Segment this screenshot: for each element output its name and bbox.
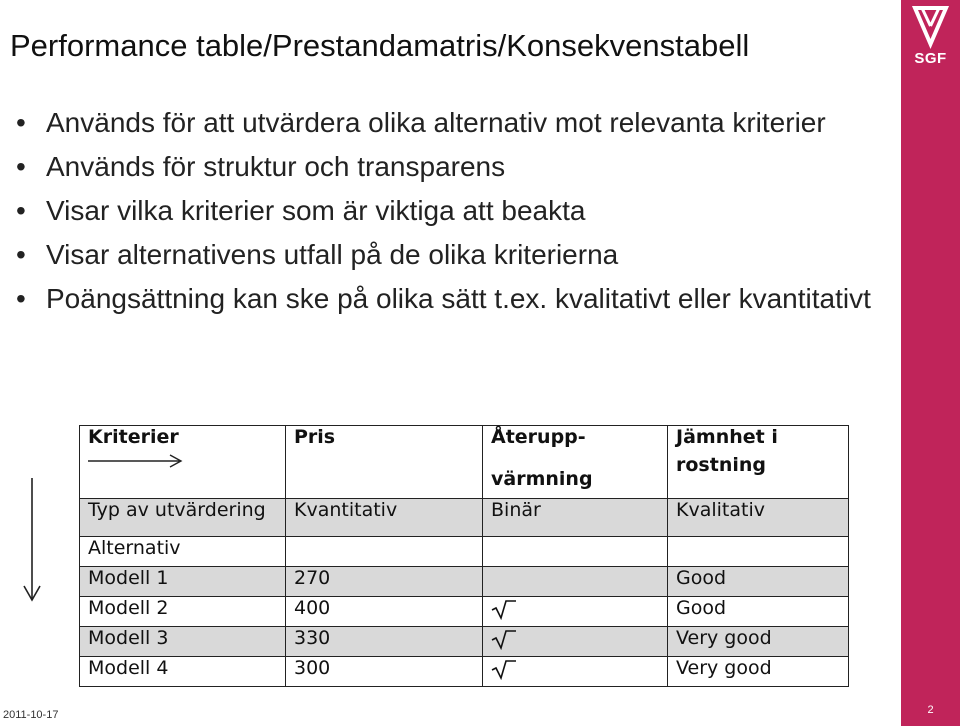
alternatives-label-row: [80, 537, 849, 567]
performance-table: [79, 425, 849, 687]
evaluation-type-row: [80, 499, 849, 537]
model-quality: Very good: [668, 657, 849, 687]
header-evenness-line2: rostning: [676, 454, 766, 476]
bullet-item: • Visar vilka kriterier som är viktiga att beakta: [14, 192, 874, 230]
brand-sidebar: [901, 0, 960, 726]
model-quality: Good: [668, 597, 849, 627]
arrow-down-icon: [22, 478, 42, 603]
bullet-dot: •: [16, 107, 26, 138]
model-name: Modell 3: [80, 627, 286, 657]
model-name: Modell 2: [80, 597, 286, 627]
model-price: 300: [286, 657, 483, 687]
table-row: [80, 657, 849, 687]
header-price: Pris: [294, 426, 336, 448]
header-cell: [483, 426, 668, 499]
model-reheat: [483, 597, 668, 627]
model-quality: Good: [668, 567, 849, 597]
model-price: 400: [286, 597, 483, 627]
model-name: Modell 4: [80, 657, 286, 687]
table-row: [80, 597, 849, 627]
header-cell: [668, 426, 849, 499]
table-cell: Alternativ: [80, 537, 286, 567]
table-cell: [483, 537, 668, 567]
header-reheat-line2: värmning: [491, 468, 593, 490]
check-icon: [491, 658, 517, 680]
bullet-item: • Används för struktur och transparens: [14, 148, 874, 186]
bullet-dot: •: [16, 151, 26, 182]
model-reheat: [483, 627, 668, 657]
model-reheat: [483, 567, 668, 597]
table-cell: [286, 537, 483, 567]
bullet-dot: •: [16, 283, 26, 314]
table-cell: [668, 537, 849, 567]
logo-text: SGF: [914, 50, 947, 67]
model-reheat: [483, 657, 668, 687]
header-cell: [286, 426, 483, 499]
footer-date: 2011-10-17: [3, 709, 59, 721]
model-name: Modell 1: [80, 567, 286, 597]
bullet-dot: •: [16, 195, 26, 226]
slide-title: Performance table/Prestandamatris/Konsekvenstabell: [10, 28, 750, 63]
bullet-list: [14, 104, 874, 324]
table-row: [80, 567, 849, 597]
table-cell: Kvantitativ: [286, 499, 483, 537]
check-icon: [491, 628, 517, 650]
bullet-dot: •: [16, 239, 26, 270]
bullet-item: • Visar alternativens utfall på de olika kriterierna: [14, 236, 874, 274]
sgf-logo-icon: [901, 0, 960, 80]
header-cell: [80, 426, 286, 499]
header-evenness-line1: Jämnhet i: [676, 426, 778, 448]
table-header-row: [80, 426, 849, 499]
table-row: [80, 627, 849, 657]
header-reheat-line1: Återupp-: [491, 426, 586, 448]
header-criteria: Kriterier: [88, 426, 179, 448]
arrow-right-icon: [88, 454, 184, 468]
check-icon: [491, 598, 517, 620]
model-price: 270: [286, 567, 483, 597]
page-number: 2: [927, 704, 934, 716]
table-cell: Kvalitativ: [668, 499, 849, 537]
table-cell: Binär: [483, 499, 668, 537]
bullet-item: • Poängsättning kan ske på olika sätt t.ex. kvalitativt eller kvantitativt: [14, 280, 874, 318]
model-quality: Very good: [668, 627, 849, 657]
bullet-item: • Används för att utvärdera olika alternativ mot relevanta kriterier: [14, 104, 874, 142]
table-cell: Typ av utvärdering: [80, 499, 286, 537]
model-price: 330: [286, 627, 483, 657]
